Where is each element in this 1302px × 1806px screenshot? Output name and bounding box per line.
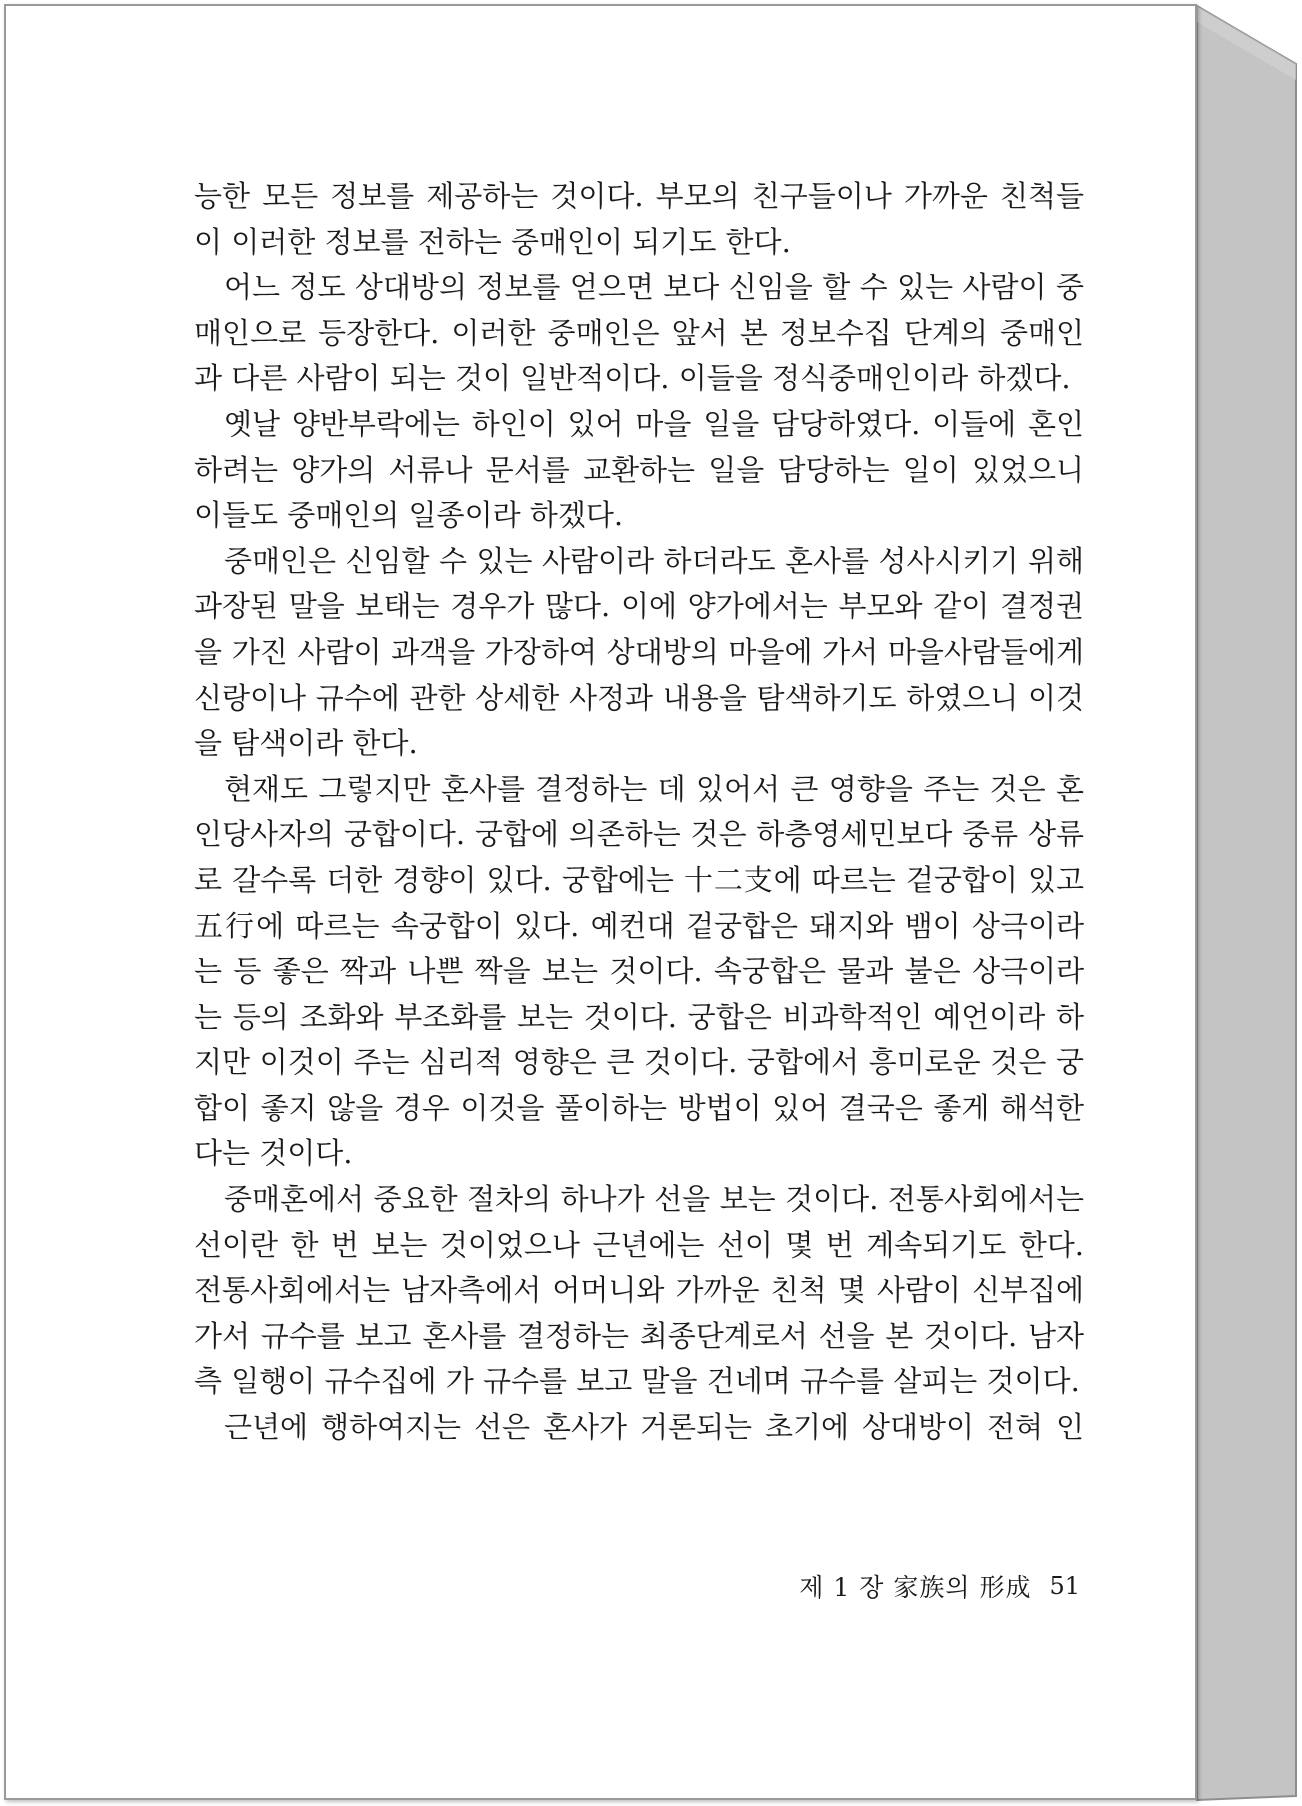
paragraph-5: 현재도 그렇지만 혼사를 결정하는 데 있어서 큰 영향을 주는 것은 혼인당사자의 궁합이다. 궁합에 의존하는 것은 하층영세민보다 중류 상류로 갈수록 더한 경향이 있다. 궁합에는 十二支에 따르는 겉궁합이 있고 五行에 따르는 속궁합이 있다. 예컨대 겉궁합은 돼지와 뱀이 상극이라는 등 좋은 짝과 나쁜 짝을 보는 것이다. 속궁합은 물과 불은 상극이라는 등의 조화와 부조화를 보는 것이다. 궁합은 비과학적인 예언이라 하지만 이것이 주는 심리적 영향은 큰 것이다. 궁합에서 흥미로운 것은 궁합이 좋지 않을 경우 이것을 풀이하는 방법이 있어 결국은 좋게 해석한다는 것이다. <box>194 771 1084 1171</box>
paragraph-7: 근년에 행하여지는 선은 혼사가 거론되는 초기에 상대방이 전혀 인 <box>224 1410 1084 1445</box>
page-footer <box>760 1566 1080 1606</box>
paragraph-1: 능한 모든 정보를 제공하는 것이다. 부모의 친구들이나 가까운 친척들이 이러한 정보를 전하는 중매인이 되기도 한다. <box>194 179 1084 259</box>
page-number: 51 <box>1049 1572 1080 1600</box>
page-body-text <box>194 174 1084 1451</box>
paragraph-2: 어느 정도 상대방의 정보를 얻으면 보다 신임을 할 수 있는 사람이 중매인으로 등장한다. 이러한 중매인은 앞서 본 정보수집 단계의 중매인과 다른 사람이 되는 것이 일반적이다. 이들을 정식중매인이라 하겠다. <box>194 270 1084 396</box>
paragraph-3: 옛날 양반부락에는 하인이 있어 마을 일을 담당하였다. 이들에 혼인하려는 양가의 서류나 문서를 교환하는 일을 담당하는 일이 있었으니 이들도 중매인의 일종이라 하겠다. <box>194 406 1084 533</box>
chapter-title: 제 1 장 家族의 形成 <box>799 1573 1032 1602</box>
paragraph-4: 중매인은 신임할 수 있는 사람이라 하더라도 혼사를 성사시키기 위해 과장된 말을 보태는 경우가 많다. 이에 양가에서는 부모와 같이 결정권을 가진 사람이 과객을 가장하여 상대방의 마을에 가서 마을사람들에게 신랑이나 규수에 관한 상세한 사정과 내용을 탐색하기도 하였으니 이것을 탐색이라 한다. <box>194 543 1084 761</box>
paragraph-6: 중매혼에서 중요한 절차의 하나가 선을 보는 것이다. 전통사회에서는 선이란 한 번 보는 것이었으나 근년에는 선이 몇 번 계속되기도 한다. 전통사회에서는 남자측에서 어머니와 가까운 친척 몇 사람이 신부집에 가서 규수를 보고 혼사를 결정하는 최종단계로서 선을 본 것이다. 남자측 일행이 규수집에 가 규수를 보고 말을 건네며 규수를 살피는 것이다. <box>194 1182 1084 1399</box>
